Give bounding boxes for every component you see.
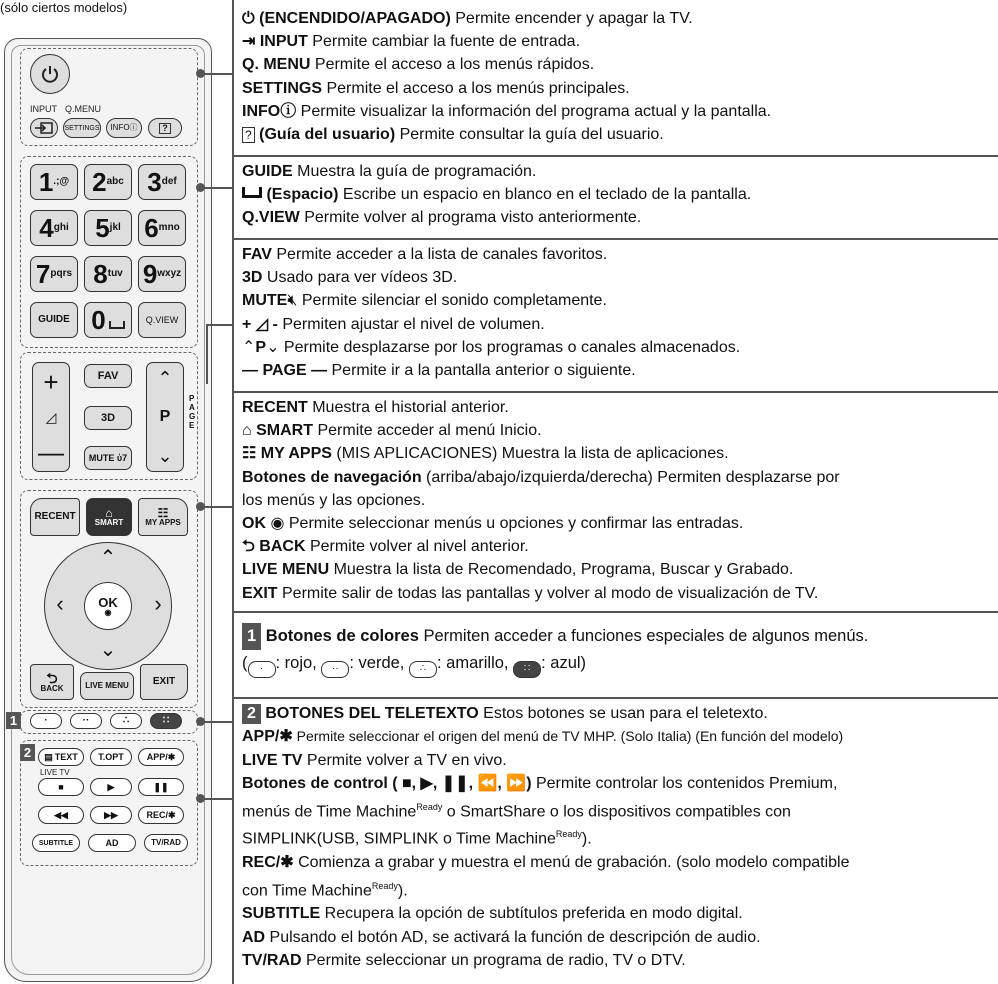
num-6-sub: mno [158,222,180,233]
input-text: Permite cambiar la fuente de entrada. [307,33,581,51]
power-icon [40,64,60,84]
live-menu-title: LIVE MENU [242,561,330,579]
program-down-icon: ⌄ [157,446,173,466]
num-5-sub: jkl [109,222,121,233]
num-button-1[interactable] [30,164,78,200]
color-text: Permiten acceder a funciones especiales de algunos menús. [418,627,869,645]
page-side-label [189,394,195,430]
control-text-3: o SmartShare o los dispositivos compatibles con [442,802,791,820]
space-text: Escribe un espacio en blanco en el teclado de la pantalla. [338,186,752,204]
section-navigation [232,396,998,605]
num-button-4[interactable] [30,210,78,246]
input-label: INPUT [30,104,57,114]
control-text-4: SIMPLINK(USB, SIMPLINK o Time Machine [242,830,556,848]
ok-text: Permite seleccionar menús u opciones y confirmar las entradas. [284,515,744,533]
header-fragment: (sólo ciertos modelos) [0,0,128,15]
section-teletext [232,702,998,972]
green-legend-text: : verde, [349,654,409,672]
user-guide-text: Permite consultar la guía del usuario. [395,126,664,144]
separator-5 [232,697,998,699]
teletext-badge-text: 2 [242,704,261,724]
num-9-sub: wxyz [157,268,182,279]
subtitle-text: Recupera la opción de subtítulos preferida en modo digital. [320,905,743,923]
info-row [242,100,998,123]
callout-line-5 [204,721,232,723]
ready-sup-2: Ready [555,829,582,840]
info-text: Permite visualizar la información del programa actual y la pantalla. [296,102,772,120]
num-button-9[interactable] [138,256,186,292]
tvrad-row [242,949,998,972]
play-button[interactable]: ▶ [90,778,132,796]
fav-row [242,243,998,266]
num-button-3[interactable] [138,164,186,200]
page-letter-a: A [189,403,195,412]
section-volume [232,243,998,382]
nav-right-button[interactable]: › [154,591,162,616]
input-row [242,30,998,53]
tvrad-title: TV/RAD [242,952,302,970]
page-right-icon: ― [311,362,328,380]
volume-rocker[interactable] [32,362,70,472]
zero-digit: 0 [91,305,106,335]
color-title: Botones de colores [265,627,419,645]
live-tv-label: LIVE TV [40,768,70,777]
callout-vline-3 [206,324,208,384]
app-title: APP/✱ [242,728,293,746]
qmenu-text: Permite el acceso a los menús rápidos. [310,56,595,74]
info-button[interactable]: INFOⓘ [106,118,142,138]
page-title: PAGE [262,362,307,380]
num-1-sub: .;@ [53,176,70,187]
volume-row [242,313,998,336]
qview-button[interactable]: Q.VIEW [138,302,186,338]
guide-button[interactable]: GUIDE [30,302,78,338]
apps-grid-icon-text: ☷ [242,445,257,463]
guide-row [242,160,998,183]
rec-text-2: con Time Machine [242,881,372,899]
recent-row [242,396,998,419]
program-rocker[interactable] [146,362,184,472]
num-button-6[interactable] [138,210,186,246]
back-title: BACK [259,538,306,556]
red-legend-text: : rojo, [275,654,322,672]
rewind-button[interactable]: ◀◀ [38,806,84,824]
page-row [242,359,998,382]
user-guide-icon: ? [159,123,171,134]
ok-title: OK [242,515,266,533]
subtitle-row [242,902,998,925]
live-menu-button[interactable]: LIVE MENU [80,672,134,700]
my-apps-label: MY APPS [145,518,181,527]
my-apps-row [242,442,998,465]
separator-2 [232,238,998,240]
input-icon [35,122,53,134]
volume-text: Permiten ajustar el nivel de volumen. [277,315,545,333]
green-legend-icon: ·· [321,661,349,678]
ready-sup-1: Ready [416,801,443,812]
stop-button[interactable]: ■ [38,778,84,796]
recent-text: Muestra el historial anterior. [307,399,509,416]
remote-illustration [0,0,232,984]
ok-row [242,512,998,535]
exit-text: Permite salir de todas las pantallas y volver al modo de visualización de TV. [277,584,819,602]
num-3-sub: def [161,176,177,187]
zero-space-button[interactable] [84,302,132,338]
nav-row [242,466,998,489]
info-title: INFO [242,102,281,120]
rec-text-3: ). [397,881,408,899]
control-row [242,772,998,795]
smart-row [242,419,998,442]
rec-text: Comienza a grabar y muestra el menú de grabación. (solo modelo compatible [293,854,850,872]
blue-legend-icon: ∷ [513,661,541,678]
nav-down-button[interactable]: ⌄ [99,639,117,661]
text-label: TEXT [54,751,78,762]
fav-title: FAV [242,246,272,263]
control-row-2 [242,796,998,824]
my-apps-title: MY APPS [260,445,332,463]
num-button-5[interactable] [84,210,132,246]
control-text: Permite controlar los contenidos Premium, [531,775,838,793]
volume-down-icon: — [38,437,64,467]
back-icon-text: ⮌ [242,538,255,556]
color-buttons-badge: 1 [6,712,21,729]
nav-left-button[interactable]: ‹ [56,591,64,616]
red-button[interactable]: · [30,713,62,729]
control-title: Botones de control [242,775,388,793]
num-button-7[interactable] [30,256,78,292]
separator-3 [232,391,998,393]
teletext-icon: ▤ [44,751,53,762]
page-left-icon: ― [242,362,258,380]
back-row [242,535,998,558]
control-text-2: menús de Time Machine [242,802,417,820]
topt-button[interactable]: T.OPT [90,748,132,766]
qmenu-label: Q.MENU [65,104,101,114]
program-row [242,336,998,359]
space-row [242,183,998,206]
num-4-sub: ghi [53,222,69,233]
page-letter-e: E [189,421,195,430]
red-legend-icon: · [248,661,276,678]
color-legend-row: ( · : rojo, ·· : verde, ∴ : amarillo, ∷ : azul) [242,650,998,678]
teletext-badge: 2 [20,744,35,761]
callout-line-1 [204,73,232,75]
yellow-button[interactable]: ∴ [110,713,142,729]
recent-button[interactable]: RECENT [30,498,80,536]
live-menu-text: Muestra la lista de Recomendado, Programa, Buscar y Grabado. [329,561,794,579]
callout-line-3 [206,324,232,326]
fav-button[interactable]: FAV [84,364,132,388]
rec-row [242,851,998,874]
program-down-icon-text: ⌄ [266,338,280,356]
app-button[interactable]: APP/✱ [138,748,184,766]
ad-text: Pulsando el botón AD, se activará la función de descripción de audio. [265,928,761,946]
recent-title: RECENT [242,399,308,416]
input-icon-text: ⇥ [242,33,256,51]
separator-4 [232,611,998,613]
user-guide-icon-text: ? [242,127,255,143]
text-button[interactable] [38,748,84,766]
control-text-5: ). [581,830,592,848]
qview-text: Permite volver al programa visto anteriormente. [299,209,642,227]
app-text: Permite seleccionar el origen del menú de TV MHP. (Solo Italia) (En función del modelo) [292,728,844,745]
power-title: (ENCENDIDO/APAGADO) [259,10,451,27]
my-apps-text: (MIS APLICACIONES) Muestra la lista de aplicaciones. [331,445,729,463]
input-button[interactable] [30,118,58,138]
program-text: Permite desplazarse por los programas o canales almacenados. [279,338,741,356]
live-menu-row [242,558,998,581]
yellow-legend-text: : amarillo, [436,654,514,672]
exit-button[interactable]: EXIT [140,664,188,700]
qview-title: Q.VIEW [242,209,300,227]
num-2-sub: abc [106,176,124,187]
my-apps-button[interactable] [138,498,188,536]
3d-text: Usado para ver vídeos 3D. [262,269,458,287]
power-text: Permite encender y apagar la TV. [450,10,693,27]
back-text: Permite volver al nivel anterior. [305,538,529,556]
rec-title: REC/✱ [242,854,294,872]
subtitle-title: SUBTITLE [242,905,321,923]
smart-title: SMART [256,422,314,440]
3d-button[interactable]: 3D [84,406,132,430]
callout-line-6 [204,798,232,800]
power-row [242,7,998,30]
page-text: Permite ir a la pantalla anterior o siguiente. [327,362,636,380]
settings-title: SETTINGS [242,79,323,97]
exit-row [242,582,998,605]
ad-row [242,926,998,949]
settings-button[interactable]: SETTINGS [63,118,101,138]
color-badge: 1 [242,623,261,650]
apps-grid-icon: ☷ [157,506,169,520]
back-icon: ⮌ [46,670,58,686]
teletext-text: Estos botones se usan para el teletexto. [478,705,768,722]
blue-button[interactable]: ∷ [150,713,182,729]
live-tv-title: LIVE TV [242,751,303,769]
tvrad-text: Permite seleccionar un programa de radio, TV o DTV. [301,952,686,970]
num-8-digit: 8 [93,259,108,289]
settings-text: Permite el acceso a los menús principales. [322,79,630,97]
guide-title: GUIDE [242,163,293,180]
rec-button[interactable]: REC/✱ [138,806,184,824]
num-9-digit: 9 [142,259,158,289]
num-1-digit: 1 [38,167,54,197]
program-label: P [159,408,171,425]
settings-row [242,77,998,100]
num-6-digit: 6 [144,213,159,243]
mute-button[interactable]: MUTE ὐ7 [84,446,132,470]
mute-icon: 🔇︎ [287,292,298,310]
back-label: BACK [40,684,64,693]
mute-text: Permite silenciar el sonido completamente. [297,292,607,310]
power-icon-text: ⏻ [242,10,255,27]
callout-line-4 [204,506,232,508]
control-symbols: ( ■, ▶, ❚❚, ⏪, ⏩) [387,775,532,793]
section-guide [232,160,998,230]
page-letter-p: P [189,394,195,403]
power-button[interactable] [30,54,70,94]
program-up-icon: ⌃ [157,368,173,388]
section-color-buttons [232,623,998,678]
rec-row-2 [242,875,998,903]
num-3-digit: 3 [147,167,162,197]
subtitle-button[interactable]: SUBTITLE [32,834,80,852]
forward-button[interactable]: ▶▶ [90,806,132,824]
smart-text: Permite acceder al menú Inicio. [313,422,542,440]
teletext-row [242,702,998,725]
program-title: P [255,338,267,356]
ok-icon: ◉ [270,515,285,533]
smart-label: SMART [94,518,124,527]
num-7-digit: 7 [35,259,51,289]
live-tv-text: Permite volver a TV en vivo. [302,751,507,769]
green-button[interactable]: ·· [70,713,102,729]
qmenu-title: Q. MENU [242,56,311,74]
fav-text: Permite acceder a la lista de canales favoritos. [271,246,608,263]
guide-text: Muestra la guía de programación. [292,163,537,180]
ok-button[interactable] [84,582,132,630]
num-2-digit: 2 [92,167,107,197]
qmenu-row [242,53,998,76]
separator-1 [232,155,998,157]
3d-title: 3D [242,269,263,287]
back-button[interactable] [30,664,74,700]
smart-button[interactable] [86,498,132,536]
num-8-sub: tuv [107,268,123,279]
blue-legend-text: : azul) [541,654,587,672]
ad-title: AD [242,928,266,946]
tvrad-button[interactable]: TV/RAD [144,834,188,852]
teletext-title: BOTONES DEL TELETEXTO [265,705,479,722]
home-icon: ⌂ [105,506,113,520]
3d-row [242,266,998,289]
ok-dot-icon: ◉ [104,607,112,617]
home-icon-text: ⌂ [242,422,252,440]
pause-button[interactable]: ❚❚ [138,778,184,796]
info-icon: ⓘ [280,102,297,120]
num-button-8[interactable] [84,256,132,292]
mute-row [242,289,998,312]
control-row-3 [242,823,998,851]
space-icon-text [242,187,262,198]
ready-sup-3: Ready [371,880,398,891]
ok-label: OK [98,594,118,610]
nav-up-button[interactable]: ⌃ [99,547,117,569]
color-row [242,623,998,650]
space-title: (Espacio) [266,186,339,204]
nav-row-cont: los menús y las opciones. [242,491,426,509]
space-icon [109,321,125,329]
volume-icon: ◿ [45,409,57,425]
program-up-icon-text: ⌃ [242,338,256,356]
yellow-legend-icon: ∴ [409,661,437,678]
live-tv-row [242,749,998,772]
num-7-sub: pqrs [50,268,73,279]
section-power [232,7,998,147]
exit-title: EXIT [242,584,278,602]
input-title: INPUT [259,33,308,51]
nav-text: (arriba/abajo/izquierda/derecha) Permiten desplazarse por [421,468,840,486]
user-guide-title: (Guía del usuario) [259,126,396,144]
volume-up-icon: + [43,367,59,397]
volume-title: + ◿ - [242,315,278,333]
mute-title: MUTE [242,292,288,310]
num-button-2[interactable] [84,164,132,200]
nav-title: Botones de navegación [242,468,422,486]
app-row [242,725,998,748]
ad-button[interactable]: AD [88,834,136,852]
num-4-digit: 4 [39,213,54,243]
user-guide-button[interactable] [148,118,182,138]
callout-line-2 [204,187,232,189]
page-letter-g: G [189,412,196,421]
num-5-digit: 5 [95,213,110,243]
user-guide-row [242,123,998,147]
qview-row [242,206,998,229]
